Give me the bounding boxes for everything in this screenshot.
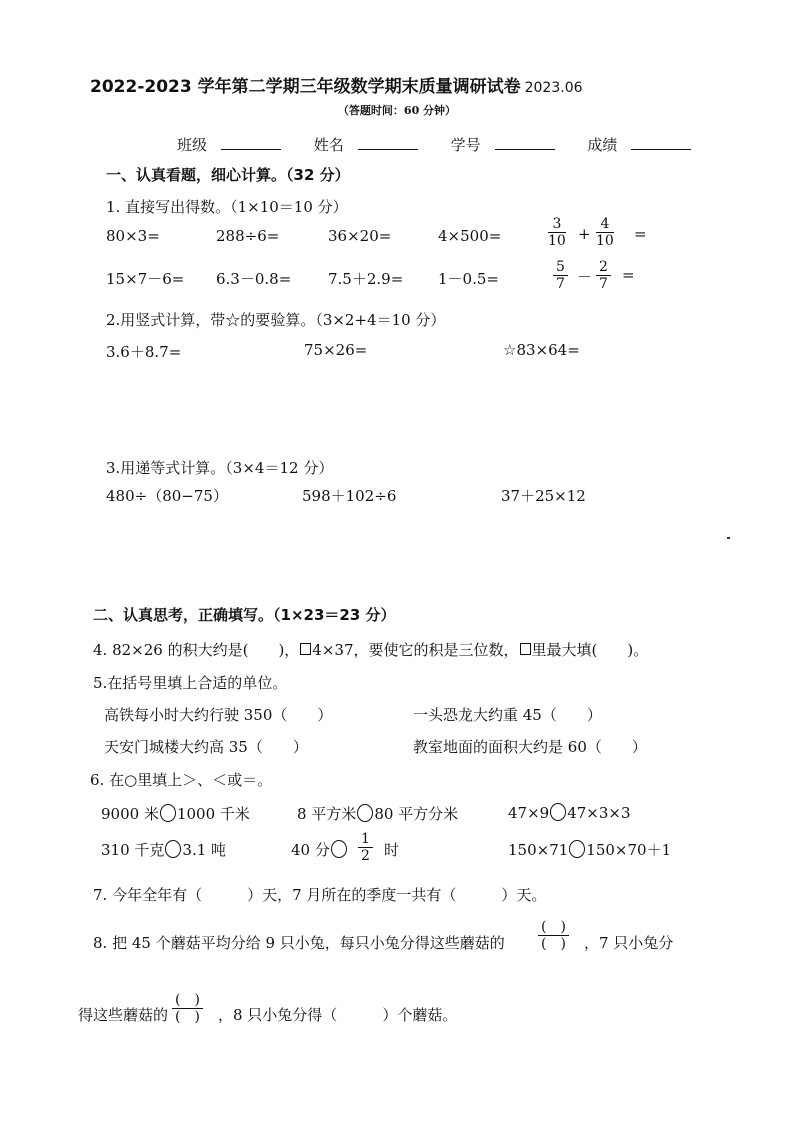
q6-compare <box>101 803 250 824</box>
operator: － <box>577 268 593 286</box>
section-2-heading: 二、认真思考，正确填写。（1×23＝23 分） <box>93 606 396 624</box>
blank-fraction[interactable] <box>172 992 203 1025</box>
compare-left: 8 平方米 <box>297 805 357 823</box>
q8-part-c: 得这些蘑菇的 <box>78 1006 169 1024</box>
blank-numerator[interactable]: ( ) <box>538 919 569 936</box>
q3-item: 480÷（80−75） <box>106 487 228 505</box>
numerator: 1 <box>358 831 373 848</box>
q6-heading: 6. 在○里填上＞、＜或＝。 <box>90 771 273 789</box>
compare-circle[interactable] <box>550 803 566 821</box>
q1-item: 4×500= <box>438 227 502 245</box>
compare-right: 80 平方分米 <box>374 805 459 823</box>
compare-circle[interactable] <box>160 804 176 822</box>
q1-item: 6.3－0.8= <box>216 270 292 288</box>
blank-fraction[interactable] <box>538 919 569 952</box>
q6-compare <box>291 839 348 860</box>
student-info-row <box>177 134 719 155</box>
numerator: 5 <box>553 259 568 276</box>
compare-right: 3.1 吨 <box>182 841 227 859</box>
compare-left: 310 千克 <box>101 841 165 859</box>
name-field <box>314 136 432 154</box>
compare-left: 150×71 <box>508 841 569 859</box>
equals: = <box>622 266 635 284</box>
q1-item: 36×20= <box>328 227 392 245</box>
q8-part-b: ，7 只小兔分 <box>584 934 674 952</box>
q6-compare <box>508 839 671 860</box>
numerator: 4 <box>596 216 614 233</box>
blank-numerator[interactable]: ( ) <box>172 992 203 1009</box>
denominator: 2 <box>361 848 370 864</box>
operator: + <box>578 225 591 243</box>
fraction <box>553 259 568 292</box>
q1-item: 80×3= <box>106 227 160 245</box>
class-field <box>177 136 295 154</box>
q3-item: 37＋25×12 <box>501 487 586 505</box>
numerator: 2 <box>596 259 611 276</box>
compare-left: 47×9 <box>508 804 550 822</box>
compare-circle[interactable] <box>165 840 181 858</box>
q5-item: 高铁每小时大约行驶 350（ ） <box>104 706 333 724</box>
equals: = <box>634 225 647 243</box>
q5-heading: 5.在括号里填上合适的单位。 <box>93 674 288 692</box>
fraction <box>596 216 614 249</box>
q4-part-b: 4×37，要使它的积是三位数， <box>312 641 519 659</box>
fraction <box>358 831 373 864</box>
blank-denominator[interactable]: ( ) <box>541 936 566 952</box>
compare-left: 9000 米 <box>101 805 159 823</box>
q1-item: 288÷6= <box>216 227 280 245</box>
q2-item: 75×26= <box>304 341 368 359</box>
exam-title <box>90 72 730 97</box>
denominator: 7 <box>556 276 565 292</box>
exam-duration: （答题时间：60 分钟） <box>337 104 457 117</box>
compare-right: 时 <box>384 841 400 859</box>
q4-part-c: 里最大填( )。 <box>531 641 649 659</box>
q8-part-a: 8. 把 45 个蘑菇平均分给 9 只小兔，每只小兔分得这些蘑菇的 <box>93 934 505 952</box>
class-blank[interactable] <box>221 135 281 150</box>
q1-heading: 1. 直接写出得数。（1×10＝10 分） <box>106 198 348 216</box>
scan-speck <box>727 537 730 539</box>
q1-item: 1－0.5= <box>438 270 499 288</box>
digit-box[interactable] <box>300 643 311 655</box>
q3-item: 598＋102÷6 <box>302 487 397 505</box>
score-blank[interactable] <box>631 135 691 150</box>
exam-date: 2023.06 <box>524 80 583 96</box>
q2-item: 3.6＋8.7= <box>106 343 182 361</box>
q1-item: 7.5＋2.9= <box>328 270 404 288</box>
denominator: 7 <box>599 276 608 292</box>
q4-part-a: 4. 82×26 的积大约是( )， <box>93 641 300 659</box>
compare-right: 47×3×3 <box>567 804 631 822</box>
q5-item: 教室地面的面积大约是 60（ ） <box>413 738 647 756</box>
compare-circle[interactable] <box>331 840 347 858</box>
compare-left: 40 分 <box>291 841 330 859</box>
name-label: 姓名 <box>313 136 344 154</box>
numerator: 3 <box>548 216 566 233</box>
compare-right: 1000 千米 <box>176 805 250 823</box>
denominator: 10 <box>596 233 614 249</box>
q2-heading: 2.用竖式计算，带☆的要验算。（3×2+4＝10 分） <box>106 311 446 329</box>
score-label: 成绩 <box>587 136 618 154</box>
compare-right: 150×70＋1 <box>586 841 672 859</box>
number-field <box>451 136 569 154</box>
compare-circle[interactable] <box>357 804 373 822</box>
class-label: 班级 <box>177 136 208 154</box>
blank-denominator[interactable]: ( ) <box>175 1009 200 1025</box>
title-text: 2022-2023 学年第二学期三年级数学期末质量调研试卷 <box>90 77 521 97</box>
score-field <box>587 136 705 154</box>
digit-box[interactable] <box>520 643 531 655</box>
q6-compare <box>508 803 631 822</box>
number-blank[interactable] <box>495 135 555 150</box>
fraction <box>548 216 566 249</box>
name-blank[interactable] <box>358 135 418 150</box>
q5-item: 一头恐龙大约重 45（ ） <box>413 706 602 724</box>
fraction <box>596 259 611 292</box>
number-label: 学号 <box>450 136 481 154</box>
q8-part-d: ，8 只小兔分得（ ）个蘑菇。 <box>218 1006 458 1024</box>
q4-line <box>93 639 648 660</box>
q3-heading: 3.用递等式计算。（3×4＝12 分） <box>106 459 334 477</box>
q6-compare <box>101 839 226 860</box>
q6-compare <box>297 803 458 824</box>
q7-line: 7. 今年全年有（ ）天，7 月所在的季度一共有（ ）天。 <box>93 886 547 904</box>
q5-item: 天安门城楼大约高 35（ ） <box>104 738 308 756</box>
denominator: 10 <box>548 233 566 249</box>
compare-circle[interactable] <box>569 840 585 858</box>
q2-item: ☆83×64= <box>503 341 580 359</box>
q1-item: 15×7－6= <box>106 270 185 288</box>
section-1-heading: 一、认真看题，细心计算。（32 分） <box>106 166 350 184</box>
